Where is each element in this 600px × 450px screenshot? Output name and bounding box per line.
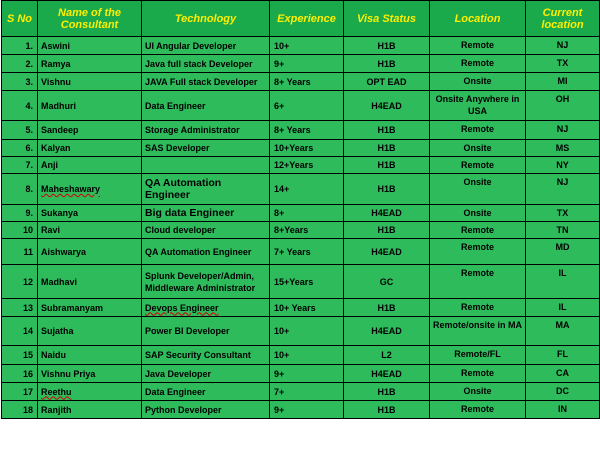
cell-location: [430, 174, 526, 205]
cell-visa: [344, 55, 430, 73]
header-row: [2, 1, 600, 37]
cell-location: [430, 37, 526, 55]
cell-text: Ramya: [41, 58, 71, 69]
table-row: [2, 239, 600, 265]
cell-text: Vishnu: [41, 76, 71, 87]
cell-sno: [2, 157, 38, 174]
cell-sno: [2, 346, 38, 365]
cell-text: H4EAD: [371, 246, 402, 257]
cell-text: Vishnu Priya: [41, 368, 96, 379]
cell-text: 3.: [25, 76, 33, 87]
cell-visa: [344, 346, 430, 365]
cell-text: Naidu: [41, 350, 67, 360]
cell-text: Java full stack Developer: [145, 58, 253, 69]
cell-experience: [270, 365, 344, 383]
cell-text: 9+: [274, 368, 285, 379]
cell-text: H1B: [377, 184, 396, 194]
table-row: [2, 37, 600, 55]
cell-text: Reethu: [41, 386, 72, 397]
cell-visa: [344, 239, 430, 265]
cell-text: MA: [555, 320, 570, 330]
cell-text: Data Engineer: [145, 386, 206, 397]
cell-current: [526, 121, 600, 140]
cell-text: Sujatha: [41, 326, 74, 336]
cell-text: 2.: [25, 58, 33, 69]
table-row: [2, 91, 600, 121]
table-row: [2, 317, 600, 346]
cell-text: Madhuri: [41, 100, 76, 111]
cell-text: H1B: [377, 58, 396, 69]
cell-text: 6+: [274, 100, 285, 111]
cell-text: TN: [556, 225, 569, 235]
cell-text: Remote: [460, 225, 494, 235]
cell-text: IL: [558, 302, 567, 312]
cell-text: H1B: [377, 125, 396, 135]
cell-experience: [270, 401, 344, 419]
cell-technology: [142, 91, 270, 121]
cell-sno: [2, 140, 38, 157]
cell-name: [38, 299, 142, 317]
table-row: [2, 383, 600, 401]
cell-experience: [270, 91, 344, 121]
cell-text: Ranjith: [41, 404, 72, 415]
cell-text: Python Developer: [145, 404, 222, 415]
cell-experience: [270, 299, 344, 317]
cell-text: OPT EAD: [366, 76, 407, 87]
header-current-location: Current location: [526, 1, 600, 37]
cell-sno: [2, 55, 38, 73]
table-row: [2, 73, 600, 91]
cell-sno: [2, 401, 38, 419]
cell-text: NJ: [556, 40, 569, 50]
cell-name: [38, 401, 142, 419]
consultant-table: [1, 0, 600, 419]
cell-text: Remote: [460, 302, 494, 312]
cell-current: [526, 383, 600, 401]
cell-text: 7.: [25, 160, 33, 170]
cell-name: [38, 37, 142, 55]
cell-current: [526, 365, 600, 383]
cell-text: 10+: [274, 40, 290, 51]
header-location: Location: [430, 1, 526, 37]
cell-name: [38, 317, 142, 346]
cell-text: Remote: [460, 242, 494, 252]
cell-text: 9+: [274, 404, 285, 415]
cell-name: [38, 121, 142, 140]
cell-location: [430, 383, 526, 401]
cell-text: Onsite: [463, 208, 492, 218]
cell-experience: [270, 140, 344, 157]
cell-experience: [270, 174, 344, 205]
table-row: [2, 365, 600, 383]
cell-visa: [344, 73, 430, 91]
cell-sno: [2, 174, 38, 205]
cell-sno: [2, 91, 38, 121]
cell-name: [38, 55, 142, 73]
cell-text: IN: [558, 404, 567, 414]
cell-text: 8+ Years: [274, 125, 311, 135]
cell-location: [430, 346, 526, 365]
cell-technology: [142, 55, 270, 73]
cell-text: Power BI Developer: [145, 326, 230, 336]
cell-name: [38, 73, 142, 91]
cell-location: [430, 73, 526, 91]
cell-current: [526, 222, 600, 239]
cell-experience: [270, 157, 344, 174]
cell-text: H1B: [377, 404, 396, 415]
cell-current: [526, 205, 600, 222]
cell-text: Onsite Anywhere in USA: [435, 94, 520, 116]
cell-text: QA Automation Engineer: [145, 177, 222, 201]
cell-current: [526, 55, 600, 73]
cell-experience: [270, 73, 344, 91]
cell-experience: [270, 55, 344, 73]
table-row: [2, 55, 600, 73]
cell-technology: [142, 346, 270, 365]
cell-text: Storage Administrator: [145, 125, 240, 135]
cell-text: MS: [555, 143, 570, 153]
cell-current: [526, 401, 600, 419]
cell-current: [526, 91, 600, 121]
cell-sno: [2, 383, 38, 401]
cell-text: NJ: [556, 177, 569, 187]
cell-sno: [2, 205, 38, 222]
cell-visa: [344, 157, 430, 174]
cell-experience: [270, 37, 344, 55]
cell-visa: [344, 121, 430, 140]
cell-technology: [142, 73, 270, 91]
cell-text: H4EAD: [371, 368, 402, 379]
cell-text: 8.: [25, 184, 33, 194]
cell-text: 10+ Years: [274, 302, 316, 313]
cell-text: 10+: [274, 326, 290, 336]
cell-text: TX: [556, 58, 569, 68]
cell-text: Maheshawary: [41, 184, 101, 194]
cell-text: Remote/onsite in MA: [433, 320, 523, 330]
cell-text: 6.: [25, 143, 33, 153]
cell-visa: [344, 265, 430, 299]
cell-current: [526, 157, 600, 174]
cell-experience: [270, 346, 344, 365]
cell-experience: [270, 239, 344, 265]
cell-text: NJ: [556, 124, 569, 134]
cell-text: Remote: [460, 368, 494, 378]
cell-text: Onsite: [463, 177, 492, 187]
header-sno: S No: [2, 1, 38, 37]
cell-location: [430, 205, 526, 222]
table-header: [2, 1, 600, 37]
cell-text: FL: [557, 349, 568, 359]
cell-text: 10: [22, 225, 33, 235]
cell-technology: [142, 205, 270, 222]
cell-technology: [142, 317, 270, 346]
cell-location: [430, 239, 526, 265]
cell-technology: [142, 222, 270, 239]
cell-location: [430, 91, 526, 121]
cell-sno: [2, 37, 38, 55]
cell-location: [430, 140, 526, 157]
cell-current: [526, 37, 600, 55]
cell-text: Aishwarya: [41, 246, 87, 257]
cell-text: 10+: [274, 350, 290, 360]
cell-text: 10+Years: [274, 143, 314, 153]
cell-text: Onsite: [463, 143, 492, 153]
cell-text: Sukanya: [41, 208, 79, 218]
cell-technology: [142, 299, 270, 317]
cell-visa: [344, 383, 430, 401]
cell-text: Remote: [460, 404, 494, 414]
table-row: [2, 222, 600, 239]
cell-text: Devops Engineer: [145, 302, 219, 313]
cell-text: UI Angular Developer: [145, 40, 237, 51]
cell-text: 11: [23, 246, 33, 257]
cell-current: [526, 265, 600, 299]
cell-text: SAP Security Consultant: [145, 350, 251, 360]
cell-visa: [344, 365, 430, 383]
table-row: [2, 205, 600, 222]
cell-text: 8+ Years: [274, 76, 311, 87]
cell-name: [38, 265, 142, 299]
cell-text: TX: [556, 208, 569, 218]
cell-location: [430, 265, 526, 299]
cell-technology: [142, 174, 270, 205]
cell-experience: [270, 121, 344, 140]
cell-location: [430, 401, 526, 419]
cell-current: [526, 174, 600, 205]
cell-text: 15: [22, 350, 33, 360]
cell-text: Java Developer: [145, 368, 212, 379]
cell-text: Aswini: [41, 40, 71, 51]
cell-text: Remote: [460, 58, 494, 68]
cell-location: [430, 317, 526, 346]
cell-text: H4EAD: [371, 100, 402, 111]
cell-sno: [2, 73, 38, 91]
cell-text: H4EAD: [371, 326, 402, 336]
table-row: [2, 174, 600, 205]
cell-text: Splunk Developer/Admin, Middleware Administrator: [145, 270, 256, 293]
cell-text: MD: [555, 242, 570, 252]
cell-text: 13: [22, 302, 33, 313]
cell-text: 7+: [274, 386, 285, 397]
cell-text: H1B: [377, 302, 396, 313]
cell-location: [430, 121, 526, 140]
cell-sno: [2, 299, 38, 317]
cell-current: [526, 346, 600, 365]
cell-text: 9.: [25, 208, 33, 218]
cell-text: Anji: [41, 160, 58, 170]
cell-text: MI: [557, 76, 568, 86]
cell-text: Madhavi: [41, 276, 78, 287]
cell-text: Subramanyam: [41, 302, 104, 313]
cell-name: [38, 140, 142, 157]
cell-text: 12: [22, 276, 33, 287]
cell-visa: [344, 401, 430, 419]
table-row: [2, 299, 600, 317]
table-row: [2, 401, 600, 419]
cell-text: NY: [556, 160, 569, 170]
cell-name: [38, 383, 142, 401]
cell-visa: [344, 205, 430, 222]
cell-visa: [344, 299, 430, 317]
cell-name: [38, 346, 142, 365]
cell-text: Kalyan: [41, 143, 71, 153]
cell-text: 5.: [25, 125, 33, 135]
cell-location: [430, 55, 526, 73]
cell-text: 8+Years: [274, 225, 309, 235]
cell-text: Remote: [460, 40, 494, 50]
cell-text: CA: [556, 368, 569, 378]
cell-text: Onsite: [463, 386, 492, 396]
cell-technology: [142, 140, 270, 157]
cell-text: H4EAD: [371, 208, 402, 218]
cell-sno: [2, 317, 38, 346]
cell-text: JAVA Full stack Developer: [145, 76, 258, 87]
cell-text: Data Engineer: [145, 100, 206, 111]
cell-sno: [2, 239, 38, 265]
cell-text: 9+: [274, 58, 285, 69]
header-technology: Technology: [142, 1, 270, 37]
cell-name: [38, 205, 142, 222]
cell-text: Ravi: [41, 225, 61, 235]
cell-text: 15+Years: [274, 276, 314, 287]
cell-current: [526, 299, 600, 317]
cell-sno: [2, 265, 38, 299]
cell-visa: [344, 222, 430, 239]
cell-technology: [142, 157, 270, 174]
table-row: [2, 265, 600, 299]
cell-technology: [142, 265, 270, 299]
cell-text: 7+ Years: [274, 246, 311, 257]
cell-technology: [142, 239, 270, 265]
cell-technology: [142, 365, 270, 383]
cell-text: IL: [558, 268, 567, 278]
cell-name: [38, 174, 142, 205]
cell-location: [430, 365, 526, 383]
cell-text: GC: [379, 276, 394, 287]
cell-name: [38, 91, 142, 121]
cell-text: Remote: [460, 268, 494, 278]
cell-text: Remote: [460, 160, 494, 170]
header-experience: Experience: [270, 1, 344, 37]
table-row: [2, 157, 600, 174]
table-body: [2, 37, 600, 419]
cell-technology: [142, 121, 270, 140]
cell-text: H1B: [377, 225, 396, 235]
cell-sno: [2, 222, 38, 239]
cell-visa: [344, 174, 430, 205]
table-row: [2, 140, 600, 157]
cell-experience: [270, 265, 344, 299]
cell-current: [526, 317, 600, 346]
cell-name: [38, 157, 142, 174]
cell-text: H1B: [377, 160, 396, 170]
cell-experience: [270, 222, 344, 239]
cell-location: [430, 222, 526, 239]
header-name: Name of the Consultant: [38, 1, 142, 37]
cell-visa: [344, 317, 430, 346]
cell-text: 16: [22, 368, 33, 379]
cell-text: 17: [22, 386, 33, 397]
cell-experience: [270, 383, 344, 401]
cell-text: 14+: [274, 184, 290, 194]
cell-location: [430, 157, 526, 174]
cell-text: DC: [556, 386, 569, 396]
cell-name: [38, 365, 142, 383]
cell-experience: [270, 205, 344, 222]
cell-name: [38, 222, 142, 239]
cell-text: 1.: [25, 40, 33, 51]
cell-current: [526, 239, 600, 265]
cell-visa: [344, 91, 430, 121]
cell-current: [526, 140, 600, 157]
cell-text: 4.: [25, 100, 33, 111]
cell-text: H1B: [377, 40, 396, 51]
cell-text: 14: [22, 326, 33, 336]
cell-technology: [142, 383, 270, 401]
cell-text: Remote: [460, 124, 494, 134]
cell-technology: [142, 401, 270, 419]
cell-sno: [2, 365, 38, 383]
cell-current: [526, 73, 600, 91]
cell-name: [38, 239, 142, 265]
cell-experience: [270, 317, 344, 346]
cell-text: Remote/FL: [454, 349, 501, 359]
cell-text: Onsite: [463, 76, 492, 86]
cell-location: [430, 299, 526, 317]
table-row: [2, 121, 600, 140]
cell-visa: [344, 140, 430, 157]
table-row: [2, 346, 600, 365]
cell-text: Big data Engineer: [145, 207, 235, 219]
cell-visa: [344, 37, 430, 55]
header-visa-status: Visa Status: [344, 1, 430, 37]
cell-text: Cloud developer: [145, 225, 216, 235]
cell-text: 8+: [274, 208, 285, 218]
cell-text: QA Automation Engineer: [145, 246, 252, 257]
cell-text: 18: [22, 404, 33, 415]
cell-text: L2: [381, 350, 392, 360]
cell-text: 12+Years: [274, 160, 314, 170]
cell-text: H1B: [377, 386, 396, 397]
cell-text: Sandeep: [41, 125, 79, 135]
cell-text: OH: [555, 94, 570, 104]
cell-text: SAS Developer: [145, 143, 210, 153]
cell-sno: [2, 121, 38, 140]
cell-text: H1B: [377, 143, 396, 153]
cell-technology: [142, 37, 270, 55]
